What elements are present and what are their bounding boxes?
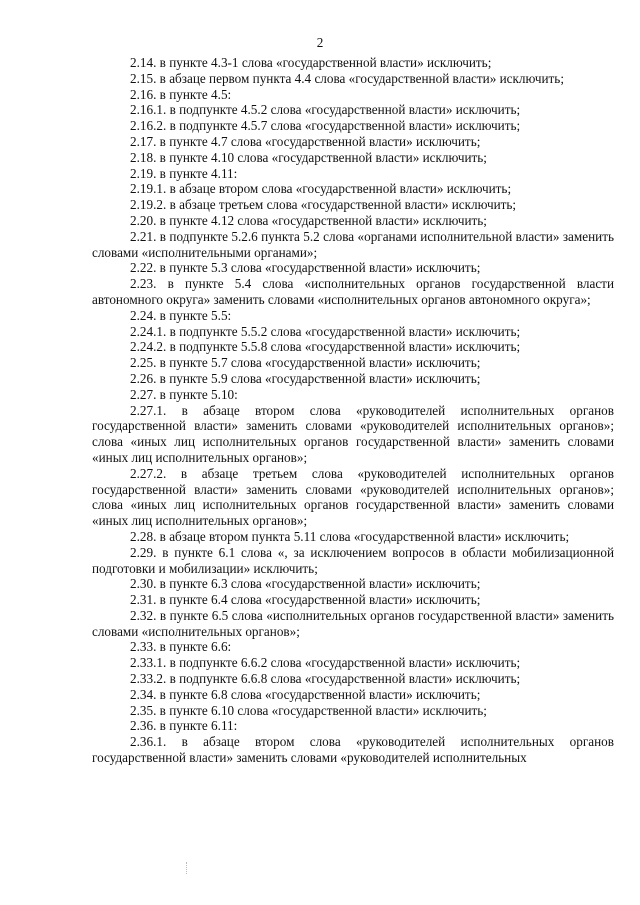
paragraph: 2.33.1. в подпункте 6.6.2 слова «государственной власти» исключить; <box>130 655 521 671</box>
paragraph: 2.20. в пункте 4.12 слова «государственной власти» исключить; <box>130 212 487 228</box>
document-body <box>92 55 614 766</box>
paragraph: 2.19. в пункте 4.11: <box>130 165 238 181</box>
paragraph: 2.28. в абзаце втором пункта 5.11 слова «государственной власти» исключить; <box>130 528 570 544</box>
paragraph: 2.21. в подпункте 5.2.6 пункта 5.2 слова «органами исполнительной власти» заменить словами «исполнительными органами»; <box>92 228 614 260</box>
paragraph: 2.36. в пункте 6.11: <box>130 718 238 734</box>
paragraph: 2.16.1. в подпункте 4.5.2 слова «государственной власти» исключить; <box>130 102 521 118</box>
paragraph: 2.19.2. в абзаце третьем слова «государственной власти» исключить; <box>130 197 517 213</box>
paragraph: 2.33.2. в подпункте 6.6.8 слова «государственной власти» исключить; <box>130 671 521 687</box>
paragraph: 2.33. в пункте 6.6: <box>130 639 232 655</box>
paragraph: 2.30. в пункте 6.3 слова «государственной власти» исключить; <box>130 576 481 592</box>
paragraph: 2.22. в пункте 5.3 слова «государственной власти» исключить; <box>130 260 481 276</box>
paragraph: 2.32. в пункте 6.5 слова «исполнительных органов государственной власти» заменить словами «исполнительных органов»; <box>92 607 614 639</box>
page-number: 2 <box>316 35 324 50</box>
paragraph: 2.27.1. в абзаце втором слова «руководителей исполнительных органов государственной власти» заменить словами «руководителей исполнительных органов»; слова «иных лиц исполнительных органов государственной власти» заменить словами «иных лиц исполнительных органов»; <box>92 402 614 465</box>
paragraph: 2.24.1. в подпункте 5.5.2 слова «государственной власти» исключить; <box>130 323 521 339</box>
paragraph: 2.15. в абзаце первом пункта 4.4 слова «государственной власти» исключить; <box>130 70 564 86</box>
paragraph: 2.26. в пункте 5.9 слова «государственной власти» исключить; <box>130 370 481 386</box>
paragraph: 2.18. в пункте 4.10 слова «государственной власти» исключить; <box>130 149 487 165</box>
paragraph: 2.34. в пункте 6.8 слова «государственной власти» исключить; <box>130 686 481 702</box>
paragraph: 2.14. в пункте 4.3-1 слова «государственной власти» исключить; <box>130 55 492 70</box>
paragraph: 2.31. в пункте 6.4 слова «государственной власти» исключить; <box>130 592 481 608</box>
paragraph: 2.36.1. в абзаце втором слова «руководителей исполнительных органов государственной власти» заменить словами «руководителей исполнительных <box>92 734 614 766</box>
paragraph: 2.27. в пункте 5.10: <box>130 386 238 402</box>
paragraph: 2.27.2. в абзаце третьем слова «руководителей исполнительных органов государственной власти» заменить словами «руководителей исполнительных органов»; слова «иных лиц исполнительных органов государственной власти» заменить словами «иных лиц исполнительных органов»; <box>92 465 614 529</box>
paragraph: 2.19.1. в абзаце втором слова «государственной власти» исключить; <box>130 181 512 197</box>
paragraph: 2.17. в пункте 4.7 слова «государственной власти» исключить; <box>130 133 481 149</box>
paragraph: 2.16. в пункте 4.5: <box>130 86 232 102</box>
paragraph: 2.35. в пункте 6.10 слова «государственной власти» исключить; <box>130 702 487 718</box>
paragraph: 2.16.2. в подпункте 4.5.7 слова «государственной власти» исключить; <box>130 118 521 134</box>
paragraph: 2.25. в пункте 5.7 слова «государственной власти» исключить; <box>130 355 481 371</box>
scan-artifact <box>186 862 188 874</box>
paragraph: 2.24.2. в подпункте 5.5.8 слова «государственной власти» исключить; <box>130 339 521 355</box>
paragraph: 2.29. в пункте 6.1 слова «, за исключением вопросов в области мобилизационной подготовки и мобилизации» исключить; <box>92 544 614 576</box>
paragraph: 2.23. в пункте 5.4 слова «исполнительных органов государственной власти автономного округа» заменить словами «исполнительных органов автономного округа»; <box>92 276 614 307</box>
paragraph: 2.24. в пункте 5.5: <box>130 307 232 323</box>
